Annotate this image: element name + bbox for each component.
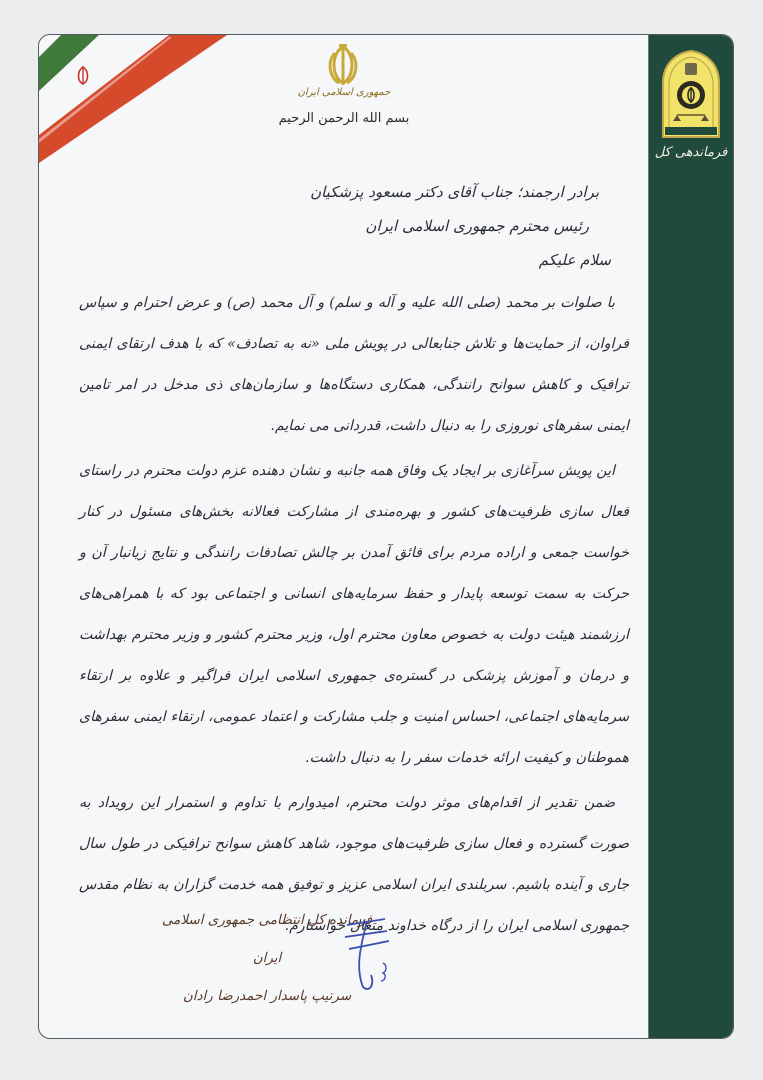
greeting: سلام علیکم (538, 251, 611, 269)
signatory-name: سرتیپ پاسدار احمدرضا رادان (182, 988, 352, 1004)
signatory-title: فرمانده کل انتظامی جمهوری اسلامی ایران (161, 912, 373, 966)
recipient-line-2: رئیس محترم جمهوری اسلامی ایران (365, 217, 589, 235)
basmala: بسم الله الرحمن الرحیم (278, 111, 410, 126)
paragraph-1: با صلوات بر محمد (صلی الله علیه و آله و سلم) و آل محمد (ص) و عرض احترام و سپاس فراوان، از حمایت‌ها و تلاش جنابعالی در پویش ملی «نه به تصادف» که با هدف ارتقای ایمنی ترافیک و کاهش سوانح رانندگی، همکاری دستگاه‌ها و سازمان‌های ذی مدخل در امر تامین ایمنی سفرهای نوروزی را به دنبال داشت، قدردانی می نمایم. (79, 295, 629, 434)
recipient-block (79, 175, 629, 243)
police-emblem-icon (659, 49, 723, 141)
crest-caption: جمهوری اسلامی ایران (297, 87, 391, 98)
recipient-line-1: برادر ارجمند؛ جناب آقای دکتر مسعود پزشکیان (310, 183, 599, 201)
letter-body (79, 175, 629, 951)
sidebar-caption: فرماندهی کل (654, 145, 728, 160)
iran-emblem-icon (319, 43, 367, 87)
letter-page (38, 34, 734, 1039)
paragraph-3: ضمن تقدیر از اقدام‌های موثر دولت محترم، امیدوارم با تداوم و استمرار این رویداد به صورت گسترده و فعال سازی ظرفیت‌های موجود، شاهد کاهش سوانح ترافیکی در طول سال جاری و آینده باشیم. سربلندی ایران اسلامی عزیز و توفیق همه خدمت گزاران به نظام مقدس جمهوری اسلامی ایران را از درگاه خداوند متعال خواستارم. (79, 795, 629, 934)
paragraph-2: این پویش سرآغازی بر ایجاد یک وفاق همه جانبه و نشان دهنده عزم دولت محترم در راستای فعال سازی ظرفیت‌های کشور و بهره‌مندی از مشارکت فعالانه بخش‌های مسئول در کنار خواست جمعی و اراده مردم برای فائق آمدن بر چالش تصادفات رانندگی و نتایج زیانبار آن و حرکت به سمت توسعه پایدار و حفظ سرمایه‌های انسانی و اجتماعی بود که با همراهی‌های ارزشمند هیئت دولت به خصوص معاون محترم اول، وزیر محترم کشور و وزیر محترم بهداشت و درمان و آموزش پزشکی در گستره‌ی جمهوری اسلامی ایران فراگیر و علاوه بر ارتقاء سرمایه‌های اجتماعی، احساس امنیت و جلب مشارکت و اعتماد عمومی، ارتقاء ایمنی سفرهای هموطنان و کیفیت ارائه خدمات سفر را به دنبال داشت. (79, 463, 629, 766)
handwritten-signature-icon (339, 915, 399, 995)
letterhead-sidebar (648, 35, 733, 1038)
flag-ribbons (39, 35, 239, 165)
